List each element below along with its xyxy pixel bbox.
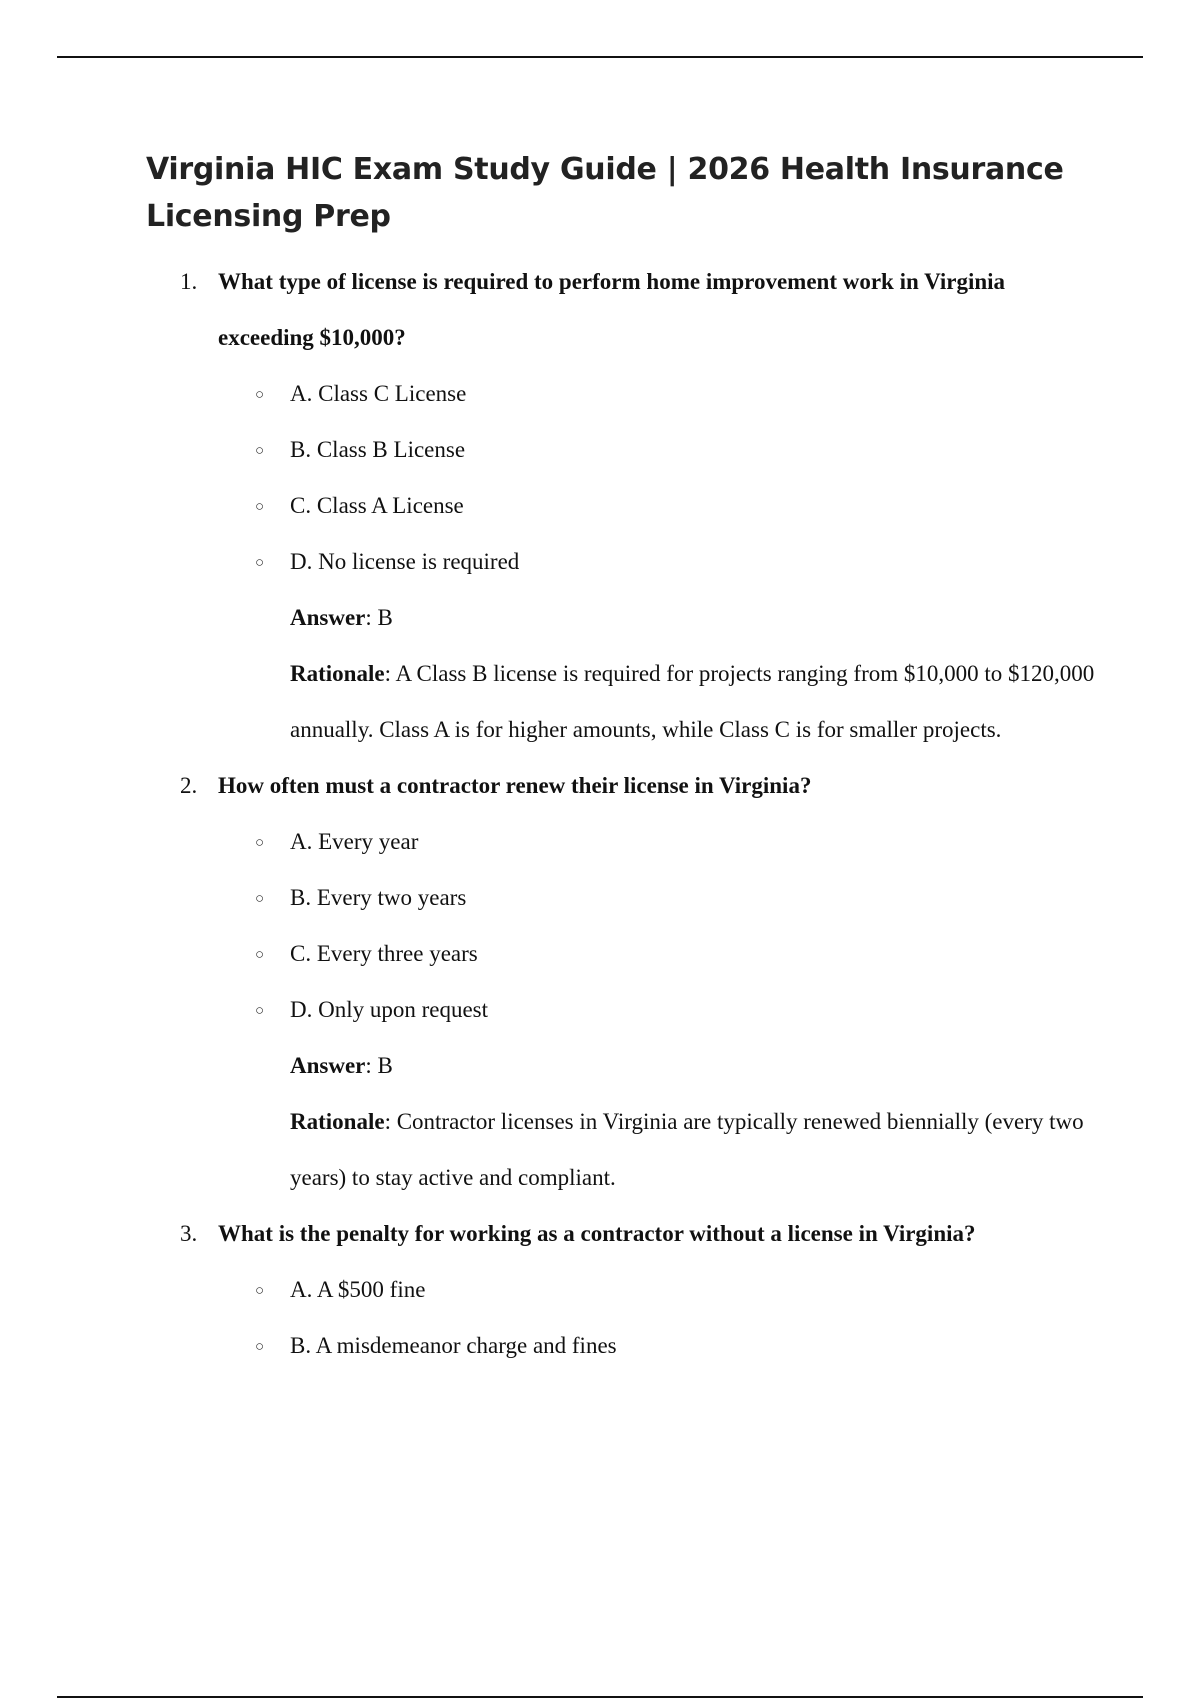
option-list [218, 366, 1106, 590]
circle-bullet-icon: ○ [255, 835, 265, 851]
option-text: D. Only upon request [290, 997, 489, 1022]
circle-bullet-icon: ○ [255, 1339, 265, 1355]
question-text: What is the penalty for working as a contractor without a license in Virginia? [218, 1221, 976, 1246]
answer-value: B [377, 605, 393, 630]
circle-bullet-icon: ○ [255, 499, 265, 515]
circle-bullet-icon: ○ [255, 947, 265, 963]
option-item [218, 478, 1106, 534]
rationale-line: Rationale: A Class B license is required for projects ranging from $10,000 to $120,000 annually. Class A is for higher amounts, while Class C is for smaller projects. [290, 661, 1095, 742]
option-text: A. Every year [290, 829, 419, 854]
option-item [218, 814, 1106, 870]
page-content [146, 146, 1106, 1374]
option-text: A. A $500 fine [290, 1277, 426, 1302]
rationale-text: A Class B license is required for projects ranging from $10,000 to $120,000 annually. Class A is for higher amounts, while Class C is for smaller projects. [290, 661, 1095, 742]
rationale-label: Rationale [290, 1109, 385, 1134]
answer-label: Answer [290, 1053, 366, 1078]
question-number: 3. [180, 1221, 198, 1246]
circle-bullet-icon: ○ [255, 1283, 265, 1299]
question-number: 1. [180, 269, 198, 294]
rationale-line: Rationale: Contractor licenses in Virginia are typically renewed biennially (every two years) to stay active and compliant. [290, 1109, 1084, 1190]
question-list [146, 254, 1106, 1374]
answer-line: Answer: B [290, 1053, 393, 1078]
answer-label: Answer [290, 605, 366, 630]
option-item [218, 1262, 1106, 1318]
option-item [218, 534, 1106, 590]
option-text: B. Class B License [290, 437, 466, 462]
rationale-text: Contractor licenses in Virginia are typically renewed biennially (every two years) to stay active and compliant. [290, 1109, 1084, 1190]
option-item [218, 422, 1106, 478]
option-item [218, 926, 1106, 982]
circle-bullet-icon: ○ [255, 891, 265, 907]
option-text: C. Every three years [290, 941, 478, 966]
option-text: A. Class C License [290, 381, 467, 406]
question-text: What type of license is required to perform home improvement work in Virginia exceeding $10,000? [218, 269, 1006, 350]
circle-bullet-icon: ○ [255, 443, 265, 459]
option-text: D. No license is required [290, 549, 520, 574]
option-text: B. A misdemeanor charge and fines [290, 1333, 617, 1358]
question-number: 2. [180, 773, 198, 798]
option-item [218, 870, 1106, 926]
question-2 [146, 758, 1106, 1206]
rationale-label: Rationale [290, 661, 385, 686]
page-title: Virginia HIC Exam Study Guide | 2026 Health Insurance Licensing Prep [146, 152, 1064, 234]
option-list [218, 1262, 1106, 1374]
option-item [218, 982, 1106, 1038]
bottom-rule [57, 1696, 1143, 1698]
option-item [218, 366, 1106, 422]
option-text: C. Class A License [290, 493, 464, 518]
answer-value: B [377, 1053, 393, 1078]
question-3 [146, 1206, 1106, 1374]
answer-line: Answer: B [290, 605, 393, 630]
question-text: How often must a contractor renew their license in Virginia? [218, 773, 812, 798]
question-1 [146, 254, 1106, 758]
option-text: B. Every two years [290, 885, 467, 910]
option-item [218, 1318, 1106, 1374]
option-list [218, 814, 1106, 1038]
circle-bullet-icon: ○ [255, 555, 265, 571]
top-rule [57, 56, 1143, 58]
circle-bullet-icon: ○ [255, 1003, 265, 1019]
circle-bullet-icon: ○ [255, 387, 265, 403]
